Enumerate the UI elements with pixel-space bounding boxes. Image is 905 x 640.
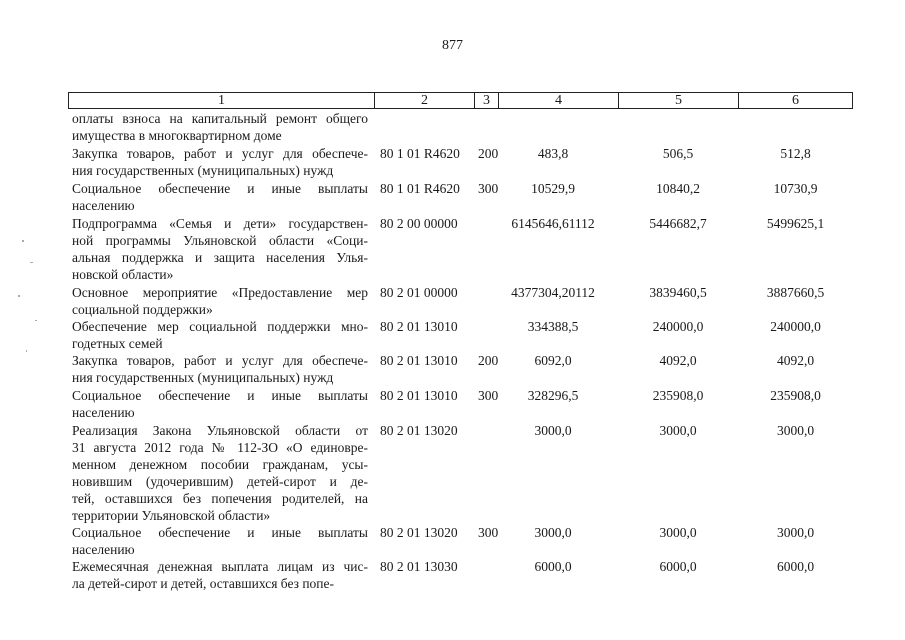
- row-value-col6: 10730,9: [773, 181, 818, 196]
- row-name-line: населению: [72, 542, 135, 557]
- row-value-col5: 3839460,5: [649, 285, 707, 300]
- row-value-col5: 6000,0: [659, 559, 697, 574]
- row-code: 80 2 01 13010: [380, 353, 458, 368]
- row-name-line: социальной поддержки»: [72, 302, 213, 317]
- header-col-2: 2: [375, 93, 475, 108]
- row-name-line: населению: [72, 198, 135, 213]
- row-value-col4: 483,8: [537, 146, 569, 161]
- header-col-3: 3: [475, 93, 499, 108]
- row-expense-type: 200: [478, 146, 499, 161]
- row-name-line: Реализация Закона Ульяновской области от: [72, 423, 368, 438]
- header-col-6: 6: [792, 93, 799, 108]
- row-value-col5: 10840,2: [656, 181, 700, 196]
- row-name-line: новившим (удочерившим) детей-сирот и де-: [72, 474, 368, 489]
- row-name-line: тей, оставшихся без попечения родителей, на: [72, 491, 368, 506]
- row-name: [72, 110, 368, 144]
- row-value-col5: 3000,0: [659, 423, 697, 438]
- row-name-line: Подпрограмма «Семья и дети» государствен-: [72, 216, 368, 231]
- row-name: [72, 284, 368, 318]
- row-name-line: Обеспечение мер социальной поддержки мно-: [72, 319, 368, 334]
- header-col-4: 4: [499, 93, 619, 108]
- row-value-col5: 506,5: [662, 146, 694, 161]
- scan-speck: [22, 240, 24, 242]
- row-name-line: ла детей-сирот и детей, оставшихся без попе-: [72, 576, 335, 591]
- row-value-col6: 6000,0: [776, 559, 815, 574]
- row-name-line: имущества в многоквартирном доме: [72, 128, 282, 143]
- row-name-line: Закупка товаров, работ и услуг для обеспече-: [72, 146, 368, 161]
- row-value-col4: 328296,5: [527, 388, 579, 403]
- row-name-line: Основное мероприятие «Предоставление мер: [72, 285, 368, 300]
- scan-speck: [26, 350, 27, 352]
- header-col-1: 1: [69, 93, 375, 108]
- row-value-col5: 235908,0: [652, 388, 704, 403]
- row-code: 80 2 01 13010: [380, 388, 458, 403]
- row-name: [72, 145, 368, 179]
- scan-speck: [30, 262, 33, 263]
- row-name-line: Социальное обеспечение и иные выплаты: [72, 181, 368, 196]
- row-name-line: ния государственных (муниципальных) нужд: [72, 163, 334, 178]
- row-value-col4: 10529,9: [531, 181, 575, 196]
- row-name-line: оплаты взноса на капитальный ремонт общего: [72, 111, 368, 126]
- row-value-col5: 4092,0: [659, 353, 697, 368]
- scan-speck: [35, 320, 37, 321]
- row-expense-type: 300: [478, 181, 499, 196]
- row-code: 80 2 01 13020: [380, 525, 458, 540]
- row-name-line: населению: [72, 405, 135, 420]
- row-value-col4: 6092,0: [534, 353, 572, 368]
- row-name: [72, 422, 368, 524]
- row-value-col6: 5499625,1: [766, 216, 825, 231]
- row-name: [72, 180, 368, 214]
- row-name-line: Ежемесячная денежная выплата лицам из чис-: [72, 559, 368, 574]
- row-expense-type: 300: [478, 525, 499, 540]
- row-name-line: ния государственных (муниципальных) нужд: [72, 370, 334, 385]
- row-name-line: годетных семей: [72, 336, 163, 351]
- table-header-row: [68, 92, 853, 109]
- row-value-col4: 334388,5: [527, 319, 579, 334]
- row-value-col4: 6000,0: [534, 559, 572, 574]
- row-code: 80 2 01 00000: [380, 285, 458, 300]
- row-value-col4: 4377304,20112: [511, 285, 595, 300]
- row-value-col6: 3000,0: [776, 525, 815, 540]
- row-code: 80 2 01 13010: [380, 319, 458, 334]
- row-name-line: Социальное обеспечение и иные выплаты: [72, 525, 368, 540]
- row-name-line: менном денежном пособии гражданам, усы-: [72, 457, 368, 472]
- row-name-line: Социальное обеспечение и иные выплаты: [72, 388, 368, 403]
- row-code: 80 2 00 00000: [380, 216, 458, 231]
- row-name: [72, 387, 368, 421]
- row-value-col5: 240000,0: [652, 319, 704, 334]
- row-expense-type: 300: [478, 388, 499, 403]
- row-name-line: 31 августа 2012 года № 112-ЗО «О единовре-: [72, 440, 368, 455]
- header-col-5: 5: [619, 93, 739, 108]
- row-name-line: ной программы Ульяновской области «Соци-: [72, 233, 368, 248]
- page-number: 877: [442, 38, 463, 53]
- row-name: [72, 524, 368, 558]
- row-name-line: территории Ульяновской области»: [72, 508, 271, 523]
- row-value-col4: 6145646,61112: [511, 216, 595, 231]
- row-expense-type: 200: [478, 353, 499, 368]
- row-code: 80 2 01 13020: [380, 423, 458, 438]
- row-name-line: альная поддержка и защита населения Улья-: [72, 250, 368, 265]
- row-value-col6: 3887660,5: [766, 285, 825, 300]
- row-value-col6: 240000,0: [770, 319, 821, 334]
- row-value-col4: 3000,0: [534, 525, 572, 540]
- row-name: [72, 352, 368, 386]
- scan-speck: [18, 295, 20, 297]
- row-value-col4: 3000,0: [534, 423, 572, 438]
- row-name-line: новской области»: [72, 267, 174, 282]
- row-name: [72, 318, 368, 352]
- row-value-col6: 3000,0: [776, 423, 815, 438]
- row-code: 80 2 01 13030: [380, 559, 458, 574]
- row-value-col5: 3000,0: [659, 525, 697, 540]
- row-value-col5: 5446682,7: [649, 216, 707, 231]
- row-name: [72, 558, 368, 592]
- row-code: 80 1 01 R4620: [380, 181, 460, 196]
- row-name-line: Закупка товаров, работ и услуг для обеспече-: [72, 353, 368, 368]
- row-code: 80 1 01 R4620: [380, 146, 460, 161]
- row-value-col6: 235908,0: [770, 388, 821, 403]
- row-name: [72, 215, 368, 283]
- row-value-col6: 512,8: [780, 146, 811, 161]
- row-value-col6: 4092,0: [776, 353, 815, 368]
